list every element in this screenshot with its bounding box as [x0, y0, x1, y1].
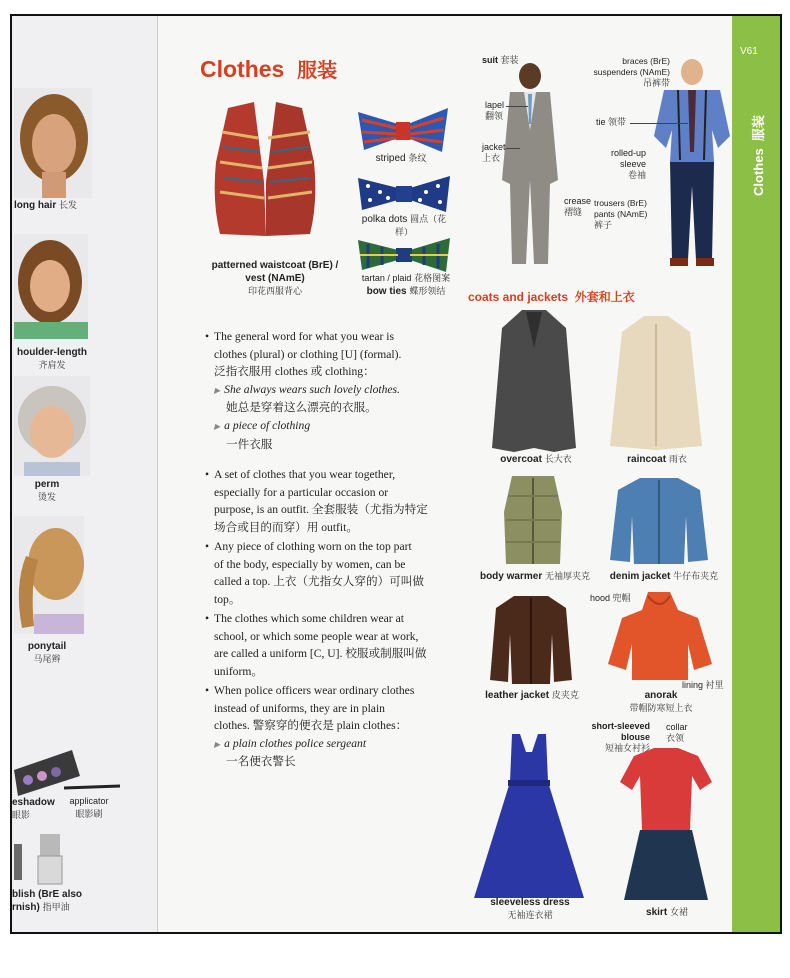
bow-tie-striped — [358, 108, 448, 154]
leather-jacket-photo — [490, 594, 572, 686]
blouse-skirt-photo — [620, 746, 712, 902]
caption-denim: denim jacket 牛仔布夹克 — [609, 571, 719, 582]
section-heading-coats: coats and jackets 外套和上衣 — [468, 290, 635, 304]
overcoat-photo — [492, 308, 576, 454]
caption-ponytail: ponytail 马尾辫 — [27, 641, 67, 664]
shoulder-length-photo — [14, 234, 88, 339]
caption-waistcoat: patterned waistcoat (BrE) / vest (NAmE) 印花西服背心 — [211, 260, 339, 296]
caption-anorak: anorak 带帽防寒短上衣 — [629, 690, 693, 713]
caption-shoulder-length: houlder-length 齐肩发 — [17, 347, 87, 370]
caption-eyeshadow: eshadow 眼影 — [12, 797, 55, 820]
label-lining: lining 衬里 — [682, 680, 724, 690]
label-lapel: lapel 翻领 — [485, 100, 505, 121]
caption-body-warmer: body warmer 无袖厚夹克 — [479, 571, 591, 582]
leader-lapel — [506, 106, 528, 107]
caption-bow-polka: polka dots 圆点（花样） — [361, 214, 447, 237]
page-title: Clothes 服装 — [200, 56, 338, 82]
denim-jacket-photo — [610, 476, 708, 566]
caption-raincoat: raincoat 雨衣 — [627, 454, 687, 465]
eyeshadow-photo — [14, 740, 124, 798]
label-hood: hood 兜帽 — [590, 593, 631, 603]
bow-tie-polka — [358, 176, 450, 212]
label-trousers: trousers (BrE) pants (NAmE) 裤子 — [594, 198, 648, 230]
book-spread — [10, 14, 782, 934]
caption-overcoat: overcoat 长大衣 — [500, 454, 572, 465]
raincoat-photo — [610, 314, 702, 452]
long-hair-photo — [14, 88, 92, 198]
leader-tie — [630, 123, 688, 124]
label-short-sleeved-blouse: short-sleeved blouse 短袖女衬衫 — [591, 721, 650, 753]
label-braces: braces (BrE) suspenders (NAmE) 吊裤带 — [593, 56, 670, 88]
side-tab-label: Clothes 服装 — [751, 115, 766, 196]
bow-tie-tartan — [358, 238, 450, 272]
sleeveless-dress-photo — [474, 732, 584, 900]
note-5: • When police officers wear ordinary clothes instead of uniforms, they are in plain clothes. 警察穿的便衣是 plain clothes： ▶ a plain clothes police sergeant 一名便衣警长 — [205, 684, 415, 769]
ponytail-photo — [14, 516, 84, 634]
note-1: • The general word for what you wear is clothes (plural) or clothing [U] (formal). 泛指衣服用 clothes 或 clothing： ▶ She always wears such lovely clothes. 她总是穿着这么漂亮的衣服。 ▶ a piece of clothing 一件衣服 — [205, 330, 402, 451]
caption-sleeveless-dress: sleeveless dress 无袖连衣裙 — [490, 897, 570, 920]
label-collar: collar 衣领 — [666, 722, 688, 743]
caption-applicator: applicator 眼影刷 — [69, 796, 109, 819]
body-warmer-photo — [498, 472, 568, 568]
nail-polish-photo — [14, 834, 74, 886]
note-3: • Any piece of clothing worn on the top part of the body, especially by women, can be called a top. 上衣（尤指女人穿的）可叫做 top。 — [205, 540, 424, 606]
caption-long-hair: long hair 长发 — [14, 200, 78, 211]
left-page — [12, 16, 158, 932]
side-tab — [732, 16, 780, 932]
anorak-photo — [608, 592, 712, 686]
perm-photo — [14, 376, 90, 476]
label-rolled-sleeve: rolled-up sleeve 卷袖 — [610, 148, 646, 180]
caption-perm: perm 烫发 — [34, 479, 60, 502]
label-crease: crease 褶缝 — [564, 196, 592, 217]
label-jacket: jacket 上衣 — [482, 142, 506, 163]
caption-bow-striped: striped 条纹 — [375, 153, 427, 164]
label-tie: tie 领带 — [596, 117, 627, 127]
label-suit: suit 套装 — [482, 55, 519, 65]
note-2: • A set of clothes that you wear together, especially for a particular occasion or purpose, is an outfit. 全套服装（尤指为特定 场合或目的而穿）用 outfit。 — [205, 468, 428, 534]
caption-bow-ties: tartan / plaid 花格图案 bow ties 蝶形领结 — [361, 273, 451, 297]
note-4: • The clothes which some children wear at school, or which some people wear at work, are called a uniform [C, U]. 校服或制服叫做 uniform。 — [205, 612, 427, 678]
page-number: V61 — [740, 46, 758, 57]
waistcoat-photo — [210, 102, 320, 242]
caption-skirt: skirt 女裙 — [646, 907, 688, 918]
caption-nail-polish: blish (BrE also rnish) 指甲油 — [12, 889, 83, 913]
leader-jacket — [506, 148, 520, 149]
caption-leather: leather jacket 皮夹克 — [485, 690, 579, 701]
